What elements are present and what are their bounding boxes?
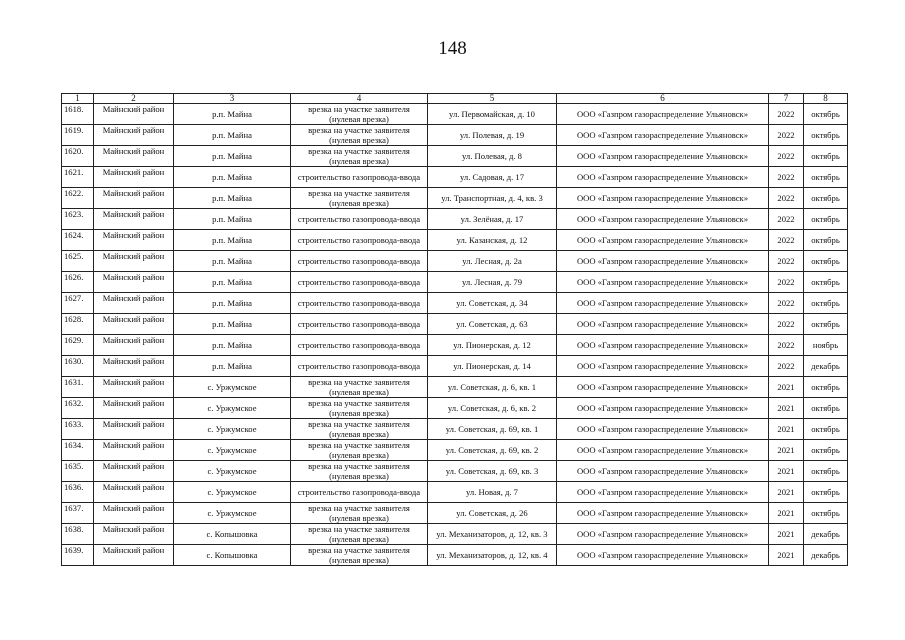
table-row: [62, 146, 848, 167]
row-number: 1636.: [62, 482, 94, 503]
district-cell: Майнский район: [94, 377, 174, 398]
row-number: 1633.: [62, 419, 94, 440]
month-cell: октябрь: [804, 272, 848, 293]
year-cell: 2022: [769, 293, 804, 314]
district-cell: Майнский район: [94, 545, 174, 566]
settlement-cell: с. Уржумское: [174, 398, 291, 419]
table-row: [62, 314, 848, 335]
row-number: 1637.: [62, 503, 94, 524]
month-cell: октябрь: [804, 503, 848, 524]
work-type-cell: врезка на участке заявителя (нулевая врезка): [291, 104, 428, 125]
table-row: [62, 545, 848, 566]
month-cell: октябрь: [804, 167, 848, 188]
organization-cell: ООО «Газпром газораспределение Ульяновск»: [557, 167, 769, 188]
work-type-cell: строительство газопровода-ввода: [291, 272, 428, 293]
year-cell: 2021: [769, 440, 804, 461]
month-cell: октябрь: [804, 188, 848, 209]
settlement-cell: р.п. Майна: [174, 272, 291, 293]
district-cell: Майнский район: [94, 188, 174, 209]
address-cell: ул. Зелёная, д. 17: [428, 209, 557, 230]
year-cell: 2021: [769, 461, 804, 482]
work-type-cell: врезка на участке заявителя (нулевая врезка): [291, 524, 428, 545]
year-cell: 2022: [769, 272, 804, 293]
month-cell: октябрь: [804, 314, 848, 335]
organization-cell: ООО «Газпром газораспределение Ульяновск»: [557, 188, 769, 209]
address-cell: ул. Полевая, д. 19: [428, 125, 557, 146]
table-body: [62, 104, 848, 566]
address-cell: ул. Лесная, д. 79: [428, 272, 557, 293]
work-type-cell: строительство газопровода-ввода: [291, 230, 428, 251]
organization-cell: ООО «Газпром газораспределение Ульяновск»: [557, 419, 769, 440]
district-cell: Майнский район: [94, 461, 174, 482]
column-header: 2: [94, 94, 174, 104]
month-cell: октябрь: [804, 125, 848, 146]
address-cell: ул. Новая, д. 7: [428, 482, 557, 503]
work-type-cell: строительство газопровода-ввода: [291, 209, 428, 230]
settlement-cell: р.п. Майна: [174, 209, 291, 230]
settlement-cell: р.п. Майна: [174, 188, 291, 209]
column-header: 7: [769, 94, 804, 104]
year-cell: 2022: [769, 146, 804, 167]
month-cell: декабрь: [804, 545, 848, 566]
district-cell: Майнский район: [94, 524, 174, 545]
table-row: [62, 167, 848, 188]
row-number: 1638.: [62, 524, 94, 545]
table-row: [62, 482, 848, 503]
month-cell: октябрь: [804, 419, 848, 440]
settlement-cell: с. Уржумское: [174, 503, 291, 524]
work-type-cell: строительство газопровода-ввода: [291, 482, 428, 503]
work-type-cell: врезка на участке заявителя (нулевая врезка): [291, 146, 428, 167]
year-cell: 2022: [769, 188, 804, 209]
district-cell: Майнский район: [94, 293, 174, 314]
table-row: [62, 125, 848, 146]
table-row: [62, 293, 848, 314]
table-row: [62, 251, 848, 272]
settlement-cell: с. Уржумское: [174, 461, 291, 482]
settlement-cell: р.п. Майна: [174, 335, 291, 356]
year-cell: 2022: [769, 314, 804, 335]
year-cell: 2022: [769, 104, 804, 125]
row-number: 1627.: [62, 293, 94, 314]
work-type-cell: врезка на участке заявителя (нулевая врезка): [291, 377, 428, 398]
address-cell: ул. Советская, д. 69, кв. 2: [428, 440, 557, 461]
settlement-cell: р.п. Майна: [174, 293, 291, 314]
table-row: [62, 335, 848, 356]
table-row: [62, 419, 848, 440]
district-cell: Майнский район: [94, 398, 174, 419]
organization-cell: ООО «Газпром газораспределение Ульяновск»: [557, 461, 769, 482]
month-cell: октябрь: [804, 251, 848, 272]
address-cell: ул. Советская, д. 34: [428, 293, 557, 314]
month-cell: октябрь: [804, 440, 848, 461]
work-type-cell: строительство газопровода-ввода: [291, 293, 428, 314]
work-type-cell: врезка на участке заявителя (нулевая врезка): [291, 419, 428, 440]
row-number: 1620.: [62, 146, 94, 167]
month-cell: октябрь: [804, 209, 848, 230]
district-cell: Майнский район: [94, 125, 174, 146]
row-number: 1630.: [62, 356, 94, 377]
organization-cell: ООО «Газпром газораспределение Ульяновск»: [557, 104, 769, 125]
work-type-cell: врезка на участке заявителя (нулевая врезка): [291, 503, 428, 524]
row-number: 1639.: [62, 545, 94, 566]
month-cell: октябрь: [804, 146, 848, 167]
work-type-cell: врезка на участке заявителя (нулевая врезка): [291, 188, 428, 209]
district-cell: Майнский район: [94, 440, 174, 461]
year-cell: 2022: [769, 230, 804, 251]
settlement-cell: с. Уржумское: [174, 377, 291, 398]
address-cell: ул. Транспортная, д. 4, кв. 3: [428, 188, 557, 209]
settlement-cell: р.п. Майна: [174, 146, 291, 167]
district-cell: Майнский район: [94, 272, 174, 293]
work-type-cell: врезка на участке заявителя (нулевая врезка): [291, 461, 428, 482]
year-cell: 2021: [769, 524, 804, 545]
settlement-cell: р.п. Майна: [174, 125, 291, 146]
organization-cell: ООО «Газпром газораспределение Ульяновск»: [557, 209, 769, 230]
organization-cell: ООО «Газпром газораспределение Ульяновск»: [557, 524, 769, 545]
column-header: 8: [804, 94, 848, 104]
work-type-cell: врезка на участке заявителя (нулевая врезка): [291, 125, 428, 146]
column-header: 3: [174, 94, 291, 104]
month-cell: декабрь: [804, 356, 848, 377]
district-cell: Майнский район: [94, 230, 174, 251]
settlement-cell: с. Уржумское: [174, 440, 291, 461]
settlement-cell: с. Копышовка: [174, 524, 291, 545]
row-number: 1634.: [62, 440, 94, 461]
table-row: [62, 440, 848, 461]
year-cell: 2021: [769, 482, 804, 503]
address-cell: ул. Советская, д. 26: [428, 503, 557, 524]
register-table: [61, 93, 848, 566]
month-cell: октябрь: [804, 230, 848, 251]
organization-cell: ООО «Газпром газораспределение Ульяновск»: [557, 251, 769, 272]
settlement-cell: р.п. Майна: [174, 251, 291, 272]
address-cell: ул. Механизаторов, д. 12, кв. 3: [428, 524, 557, 545]
organization-cell: ООО «Газпром газораспределение Ульяновск»: [557, 146, 769, 167]
organization-cell: ООО «Газпром газораспределение Ульяновск»: [557, 272, 769, 293]
address-cell: ул. Лесная, д. 2а: [428, 251, 557, 272]
work-type-cell: строительство газопровода-ввода: [291, 314, 428, 335]
district-cell: Майнский район: [94, 251, 174, 272]
address-cell: ул. Первомайская, д. 10: [428, 104, 557, 125]
table-row: [62, 461, 848, 482]
organization-cell: ООО «Газпром газораспределение Ульяновск»: [557, 503, 769, 524]
organization-cell: ООО «Газпром газораспределение Ульяновск»: [557, 545, 769, 566]
district-cell: Майнский район: [94, 503, 174, 524]
district-cell: Майнский район: [94, 104, 174, 125]
address-cell: ул. Садовая, д. 17: [428, 167, 557, 188]
table-row: [62, 377, 848, 398]
work-type-cell: врезка на участке заявителя (нулевая врезка): [291, 545, 428, 566]
settlement-cell: р.п. Майна: [174, 104, 291, 125]
month-cell: октябрь: [804, 398, 848, 419]
table-row: [62, 104, 848, 125]
row-number: 1623.: [62, 209, 94, 230]
table-row: [62, 230, 848, 251]
row-number: 1621.: [62, 167, 94, 188]
month-cell: октябрь: [804, 377, 848, 398]
year-cell: 2021: [769, 398, 804, 419]
year-cell: 2022: [769, 356, 804, 377]
row-number: 1625.: [62, 251, 94, 272]
month-cell: октябрь: [804, 104, 848, 125]
address-cell: ул. Советская, д. 69, кв. 1: [428, 419, 557, 440]
work-type-cell: строительство газопровода-ввода: [291, 167, 428, 188]
column-header: 6: [557, 94, 769, 104]
table-row: [62, 209, 848, 230]
month-cell: октябрь: [804, 461, 848, 482]
organization-cell: ООО «Газпром газораспределение Ульяновск»: [557, 398, 769, 419]
organization-cell: ООО «Газпром газораспределение Ульяновск»: [557, 377, 769, 398]
year-cell: 2022: [769, 251, 804, 272]
address-cell: ул. Казанская, д. 12: [428, 230, 557, 251]
organization-cell: ООО «Газпром газораспределение Ульяновск»: [557, 293, 769, 314]
row-number: 1632.: [62, 398, 94, 419]
organization-cell: ООО «Газпром газораспределение Ульяновск»: [557, 335, 769, 356]
settlement-cell: р.п. Майна: [174, 314, 291, 335]
address-cell: ул. Советская, д. 63: [428, 314, 557, 335]
month-cell: октябрь: [804, 482, 848, 503]
row-number: 1628.: [62, 314, 94, 335]
column-header: 4: [291, 94, 428, 104]
work-type-cell: врезка на участке заявителя (нулевая врезка): [291, 440, 428, 461]
year-cell: 2021: [769, 503, 804, 524]
organization-cell: ООО «Газпром газораспределение Ульяновск»: [557, 440, 769, 461]
year-cell: 2022: [769, 209, 804, 230]
district-cell: Майнский район: [94, 335, 174, 356]
district-cell: Майнский район: [94, 419, 174, 440]
row-number: 1619.: [62, 125, 94, 146]
organization-cell: ООО «Газпром газораспределение Ульяновск»: [557, 356, 769, 377]
address-cell: ул. Механизаторов, д. 12, кв. 4: [428, 545, 557, 566]
year-cell: 2022: [769, 335, 804, 356]
address-cell: ул. Пионерская, д. 14: [428, 356, 557, 377]
work-type-cell: строительство газопровода-ввода: [291, 251, 428, 272]
address-cell: ул. Советская, д. 6, кв. 2: [428, 398, 557, 419]
table-row: [62, 524, 848, 545]
year-cell: 2021: [769, 377, 804, 398]
address-cell: ул. Советская, д. 69, кв. 3: [428, 461, 557, 482]
row-number: 1635.: [62, 461, 94, 482]
month-cell: декабрь: [804, 524, 848, 545]
row-number: 1622.: [62, 188, 94, 209]
work-type-cell: врезка на участке заявителя (нулевая врезка): [291, 398, 428, 419]
month-cell: октябрь: [804, 293, 848, 314]
table-row: [62, 272, 848, 293]
district-cell: Майнский район: [94, 146, 174, 167]
settlement-cell: с. Копышовка: [174, 545, 291, 566]
settlement-cell: р.п. Майна: [174, 356, 291, 377]
organization-cell: ООО «Газпром газораспределение Ульяновск»: [557, 125, 769, 146]
row-number: 1626.: [62, 272, 94, 293]
organization-cell: ООО «Газпром газораспределение Ульяновск»: [557, 482, 769, 503]
row-number: 1629.: [62, 335, 94, 356]
row-number: 1618.: [62, 104, 94, 125]
address-cell: ул. Советская, д. 6, кв. 1: [428, 377, 557, 398]
column-header: 1: [62, 94, 94, 104]
table-row: [62, 398, 848, 419]
month-cell: ноябрь: [804, 335, 848, 356]
organization-cell: ООО «Газпром газораспределение Ульяновск»: [557, 230, 769, 251]
district-cell: Майнский район: [94, 167, 174, 188]
row-number: 1624.: [62, 230, 94, 251]
page-number: 148: [438, 38, 467, 59]
settlement-cell: с. Уржумское: [174, 482, 291, 503]
column-header: 5: [428, 94, 557, 104]
address-cell: ул. Пионерская, д. 12: [428, 335, 557, 356]
work-type-cell: строительство газопровода-ввода: [291, 356, 428, 377]
table-header-row: [62, 94, 848, 104]
district-cell: Майнский район: [94, 314, 174, 335]
year-cell: 2021: [769, 545, 804, 566]
district-cell: Майнский район: [94, 356, 174, 377]
settlement-cell: р.п. Майна: [174, 167, 291, 188]
table-row: [62, 188, 848, 209]
table-row: [62, 356, 848, 377]
district-cell: Майнский район: [94, 209, 174, 230]
table-row: [62, 503, 848, 524]
organization-cell: ООО «Газпром газораспределение Ульяновск»: [557, 314, 769, 335]
year-cell: 2021: [769, 419, 804, 440]
address-cell: ул. Полевая, д. 8: [428, 146, 557, 167]
year-cell: 2022: [769, 125, 804, 146]
district-cell: Майнский район: [94, 482, 174, 503]
settlement-cell: р.п. Майна: [174, 230, 291, 251]
settlement-cell: с. Уржумское: [174, 419, 291, 440]
row-number: 1631.: [62, 377, 94, 398]
work-type-cell: строительство газопровода-ввода: [291, 335, 428, 356]
year-cell: 2022: [769, 167, 804, 188]
